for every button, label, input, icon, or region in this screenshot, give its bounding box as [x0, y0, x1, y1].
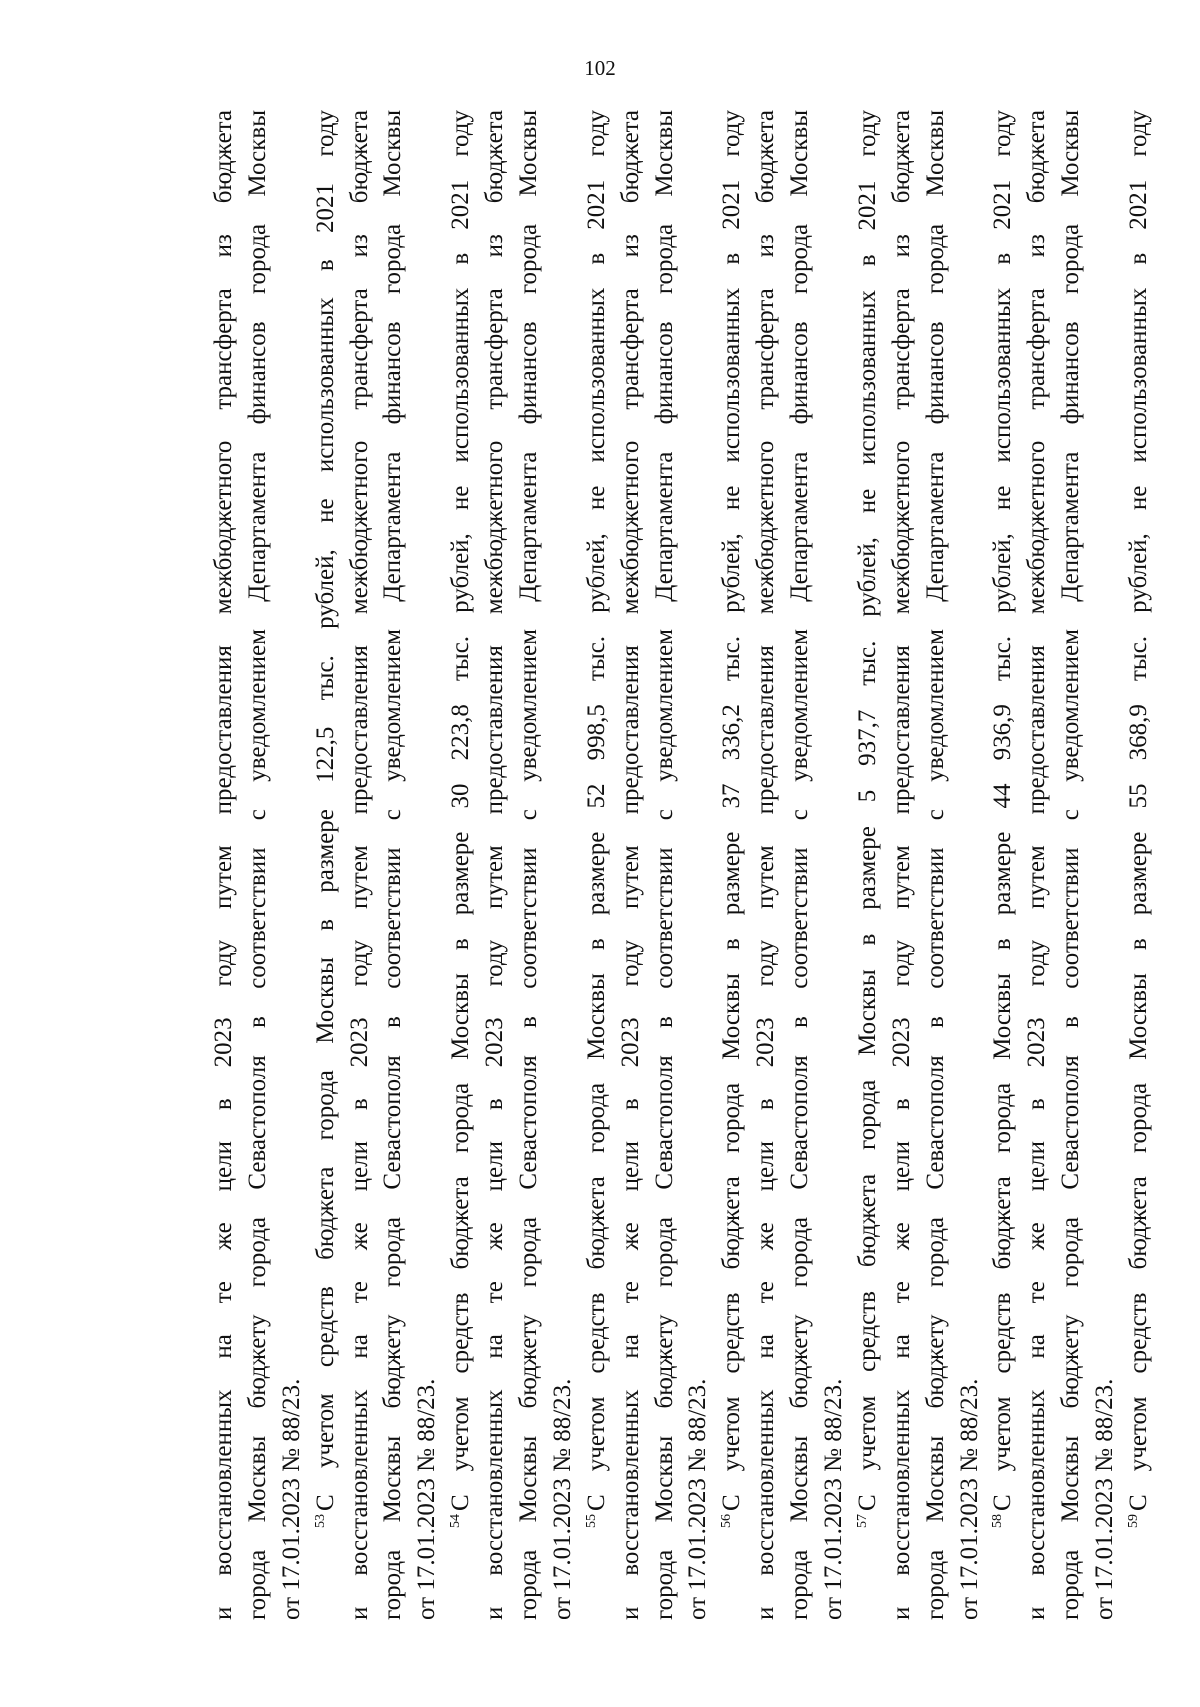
footnote-57	[851, 110, 987, 1620]
text-line	[343, 110, 377, 1620]
footnote-53	[309, 110, 445, 1620]
line-text: города Москвы бюджету города Севастополя в соответствии с уведомлением Департамента финансов города Москвы	[515, 110, 543, 1620]
line-text: и восстановленных на те же цели в 2023 году путем предоставления межбюджетного трансферта из бюджета	[616, 110, 644, 1620]
line-text: и восстановленных на те же цели в 2023 году путем предоставления межбюджетного трансферта из бюджета	[752, 110, 780, 1620]
page-number: 102	[584, 56, 616, 80]
footnote-continuation	[207, 110, 309, 1620]
line-text: и восстановленных на те же цели в 2023 году путем предоставления межбюджетного трансферта из бюджета	[481, 110, 509, 1620]
text-line	[715, 110, 749, 1620]
footnote-55	[580, 110, 716, 1620]
text-line	[783, 110, 817, 1620]
footnote-marker: 57	[854, 1514, 870, 1528]
line-text: С учетом средств бюджета города Москвы в размере 55 368,9 тыс. рублей, не использованных в 2021 году	[1125, 110, 1153, 1511]
line-text: С учетом средств бюджета города Москвы в размере 30 223,8 тыс. рублей, не использованных в 2021 году	[447, 110, 475, 1511]
text-line	[546, 110, 580, 1620]
text-line	[953, 110, 987, 1620]
footnote-marker: 53	[312, 1514, 328, 1528]
text-line	[986, 110, 1020, 1620]
line-text: С учетом средств бюджета города Москвы в размере 122,5 тыс. рублей, не использованных в 2021 году	[311, 110, 339, 1511]
footnote-marker: 58	[990, 1514, 1006, 1528]
text-line	[1088, 110, 1122, 1620]
text-line	[614, 110, 648, 1620]
text-line	[376, 110, 410, 1620]
line-text: С учетом средств бюджета города Москвы в размере 44 936,9 тыс. рублей, не использованных в 2021 году	[989, 110, 1017, 1511]
rotated-text-body	[207, 110, 1156, 1620]
footnote-marker: 54	[448, 1514, 464, 1528]
line-text: города Москвы бюджету города Севастополя в соответствии с уведомлением Департамента финансов города Москвы	[650, 110, 678, 1620]
line-text: от 17.01.2023 № 88/23.	[1091, 1378, 1119, 1620]
text-line	[817, 110, 851, 1620]
line-text: и восстановленных на те же цели в 2023 году путем предоставления межбюджетного трансферта из бюджета	[1023, 110, 1051, 1620]
line-text: С учетом средств бюджета города Москвы в размере 52 998,5 тыс. рублей, не использованных в 2021 году	[582, 110, 610, 1511]
line-text: С учетом средств бюджета города Москвы в размере 5 937,7 тыс. рублей, не использованных в 2021 году	[853, 110, 881, 1511]
text-line	[851, 110, 885, 1620]
footnote-56	[715, 110, 851, 1620]
line-text: от 17.01.2023 № 88/23.	[684, 1378, 712, 1620]
line-text: С учетом средств бюджета города Москвы в размере 37 336,2 тыс. рублей, не использованных в 2021 году	[718, 110, 746, 1511]
line-text: города Москвы бюджету города Севастополя в соответствии с уведомлением Департамента финансов города Москвы	[379, 110, 407, 1620]
text-line	[749, 110, 783, 1620]
text-line	[1054, 110, 1088, 1620]
text-line	[580, 110, 614, 1620]
footnote-58	[986, 110, 1122, 1620]
line-text: от 17.01.2023 № 88/23.	[413, 1378, 441, 1620]
text-line	[241, 110, 275, 1620]
text-line	[885, 110, 919, 1620]
text-line	[1122, 110, 1156, 1620]
text-line	[410, 110, 444, 1620]
text-line	[207, 110, 241, 1620]
footnote-marker: 55	[583, 1514, 599, 1528]
text-line	[444, 110, 478, 1620]
line-text: и восстановленных на те же цели в 2023 году путем предоставления межбюджетного трансферта из бюджета	[210, 110, 237, 1620]
footnote-59	[1122, 110, 1156, 1620]
line-text: от 17.01.2023 № 88/23.	[955, 1378, 983, 1620]
line-text: города Москвы бюджету города Севастополя в соответствии с уведомлением Департамента финансов города Москвы	[921, 110, 949, 1620]
line-text: города Москвы бюджету города Севастополя в соответствии с уведомлением Департамента финансов города Москвы	[1057, 110, 1085, 1620]
footnote-marker: 56	[719, 1514, 735, 1528]
text-line	[1020, 110, 1054, 1620]
line-text: от 17.01.2023 № 88/23.	[277, 1378, 305, 1620]
line-text: города Москвы бюджету города Севастополя в соответствии с уведомлением Департамента финансов города Москвы	[786, 110, 814, 1620]
text-line	[478, 110, 512, 1620]
line-text: от 17.01.2023 № 88/23.	[820, 1378, 848, 1620]
footnote-54	[444, 110, 580, 1620]
text-line	[512, 110, 546, 1620]
footnote-marker: 59	[1126, 1514, 1142, 1528]
text-line	[275, 110, 309, 1620]
text-line	[309, 110, 343, 1620]
line-text: от 17.01.2023 № 88/23.	[548, 1378, 576, 1620]
line-text: и восстановленных на те же цели в 2023 году путем предоставления межбюджетного трансферта из бюджета	[345, 110, 373, 1620]
text-line	[919, 110, 953, 1620]
text-line	[648, 110, 682, 1620]
text-line	[681, 110, 715, 1620]
line-text: города Москвы бюджету города Севастополя в соответствии с уведомлением Департамента финансов города Москвы	[243, 110, 271, 1620]
line-text: и восстановленных на те же цели в 2023 году путем предоставления межбюджетного трансферта из бюджета	[887, 110, 915, 1620]
